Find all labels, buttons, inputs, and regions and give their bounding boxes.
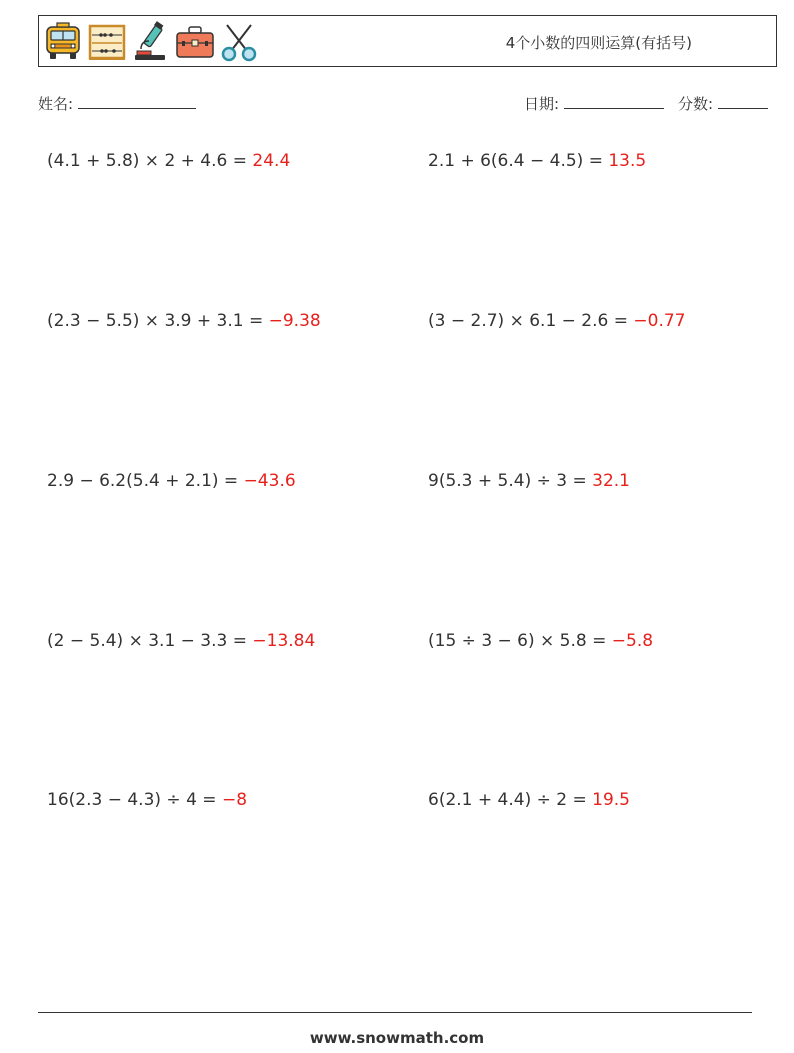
- problem-4: [428, 311, 686, 331]
- school-bus-icon: [43, 21, 83, 63]
- date-label: 日期:: [524, 95, 560, 113]
- score-field: [678, 92, 768, 114]
- score-blank[interactable]: [718, 92, 768, 109]
- problem-answer: −13.84: [252, 631, 316, 651]
- problem-answer: −9.38: [268, 311, 321, 331]
- name-blank[interactable]: [78, 92, 196, 109]
- problem-2: [428, 151, 646, 171]
- date-blank[interactable]: [564, 92, 664, 109]
- problem-answer: −43.6: [243, 471, 296, 491]
- problem-question: (15 ÷ 3 − 6) × 5.8 =: [428, 631, 612, 651]
- problem-6: [428, 471, 630, 491]
- score-label: 分数:: [678, 95, 714, 113]
- problem-answer: 13.5: [608, 151, 647, 171]
- date-field: [524, 92, 664, 114]
- problem-question: 2.1 + 6(6.4 − 4.5) =: [428, 151, 609, 171]
- scissors-icon: [219, 21, 259, 63]
- problem-question: (4.1 + 5.8) × 2 + 4.6 =: [47, 151, 253, 171]
- problem-answer: 19.5: [592, 790, 630, 810]
- problem-7: [47, 631, 315, 651]
- problem-question: (3 − 2.7) × 6.1 − 2.6 =: [428, 311, 634, 331]
- problem-1: [47, 151, 290, 171]
- problem-8: [428, 631, 653, 651]
- problem-question: 16(2.3 − 4.3) ÷ 4 =: [47, 790, 222, 810]
- problem-question: 9(5.3 + 5.4) ÷ 3 =: [428, 471, 593, 491]
- name-label: 姓名:: [38, 95, 74, 113]
- name-field: [38, 92, 196, 114]
- problem-answer: −5.8: [611, 631, 654, 651]
- worksheet-header: [38, 15, 777, 67]
- briefcase-icon: [175, 21, 215, 63]
- problem-answer: 24.4: [252, 151, 291, 171]
- header-icons: [43, 21, 259, 63]
- microscope-icon: [131, 21, 171, 63]
- problem-answer: −0.77: [633, 311, 686, 331]
- problem-5: [47, 471, 296, 491]
- footer-divider: [38, 1012, 752, 1013]
- problem-10: [428, 790, 630, 810]
- problem-3: [47, 311, 321, 331]
- footer-url[interactable]: www.snowmath.com: [309, 1029, 485, 1047]
- problem-question: 6(2.1 + 4.4) ÷ 2 =: [428, 790, 593, 810]
- problem-question: (2 − 5.4) × 3.1 − 3.3 =: [47, 631, 253, 651]
- worksheet-title: 4个小数的四则运算(有括号): [505, 34, 692, 52]
- problem-question: 2.9 − 6.2(5.4 + 2.1) =: [47, 471, 244, 491]
- problem-answer: 32.1: [592, 471, 630, 491]
- problem-answer: −8: [221, 790, 248, 810]
- problem-9: [47, 790, 247, 810]
- problem-question: (2.3 − 5.5) × 3.9 + 3.1 =: [47, 311, 269, 331]
- abacus-icon: [87, 21, 127, 63]
